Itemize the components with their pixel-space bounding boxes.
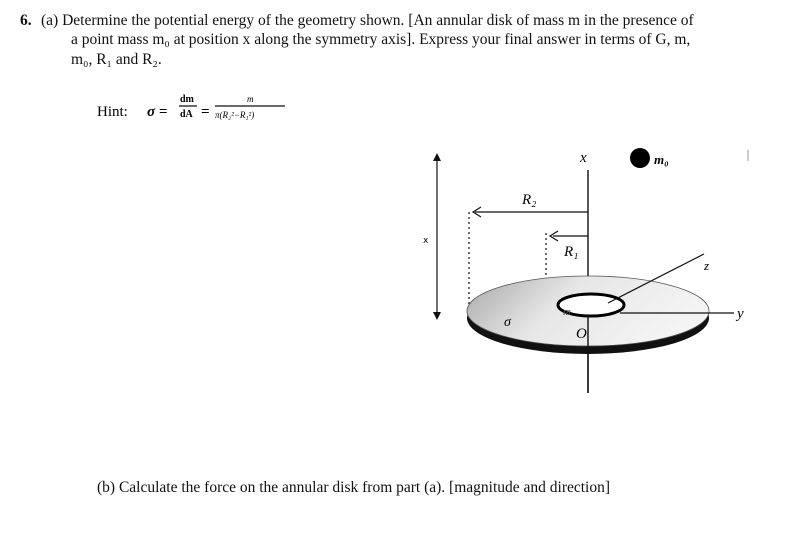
question-text-line-2: a point mass m₀ at position x along the symmetry axis]. Express your final answer in terms of G, m, xyxy=(71,31,691,48)
hint-equals-2: = xyxy=(201,104,210,120)
m0-label: m₀ xyxy=(654,152,669,167)
y-axis-label: y xyxy=(737,306,744,322)
hint-equals-1: = xyxy=(159,104,168,120)
distance-arrow-bottom xyxy=(433,312,441,320)
hint-dm: dm xyxy=(180,94,194,105)
r2-label: R₂ xyxy=(522,192,537,208)
point-mass-m0 xyxy=(630,148,650,168)
question-text-line-1: (a) Determine the potential energy of the geometry shown. [An annular disk of mass m in the presence of xyxy=(41,12,694,29)
hint-m: m xyxy=(247,94,254,104)
z-axis-label: z xyxy=(704,258,710,273)
r1-label: R₁ xyxy=(564,244,579,260)
part-b-text: (b) Calculate the force on the annular disk from part (a). [magnitude and direction] xyxy=(97,479,611,496)
hint-sigma: σ xyxy=(147,104,156,120)
disk-sigma-label: σ xyxy=(504,315,511,330)
distance-x-label: x xyxy=(423,236,429,246)
x-axis-label: x xyxy=(580,150,587,166)
distance-arrow-top xyxy=(433,153,441,161)
hint-label: Hint: xyxy=(97,104,128,120)
origin-label: O xyxy=(576,326,587,342)
disk-mass-label: m xyxy=(563,306,571,318)
question-text-line-3: m₀, R₁ and R₂. xyxy=(71,51,162,68)
question-number: 6. xyxy=(20,12,32,29)
hint-denominator: π(R₂²−R₁²) xyxy=(215,110,255,120)
hint-dA: dA xyxy=(180,109,193,120)
